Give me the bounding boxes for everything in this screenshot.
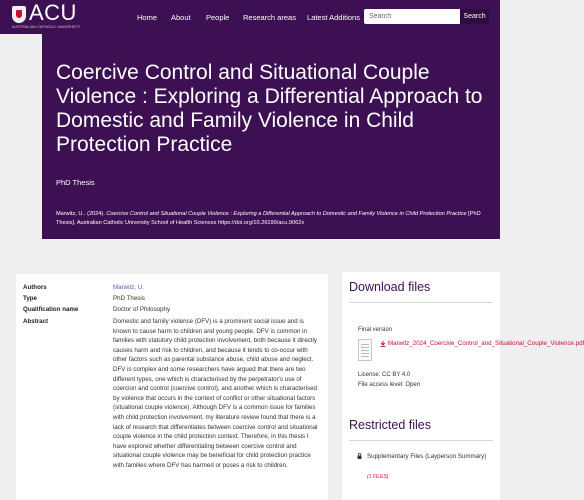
download-files-heading: Download files (349, 280, 431, 294)
nav-latest-additions[interactable]: Latest Additions (307, 12, 360, 22)
citation-authors: Marwitz, U.. (2024). (56, 211, 107, 217)
pdf-download-link[interactable]: Marwitz_2024_Coercive_Control_and_Situational_Couple_Violence.pdf (388, 340, 584, 347)
type-value: PhD Thesis (113, 295, 145, 302)
acu-shield-icon (12, 6, 26, 23)
citation-details: [PhD Thesis]. Australian Catholic University School of Health Sciences https://doi.org/10.26199/acu.9062x (56, 211, 481, 226)
license-text: License: CC BY 4.0 (358, 372, 411, 378)
authors-label: Authors (23, 284, 47, 291)
supplementary-files-link[interactable]: Supplementary Files (Layperson Summary) (367, 453, 487, 460)
abstract-label: Abstract (23, 318, 49, 325)
abstract-text: Domestic and family violence (DFV) is a prominent social issue and is known to cause harm to children and young people. DFV is common in families with statutory child protection involvement, both because it directly causes harm and risk to children, and because it tends to co-occur with other factors such as parental substance abuse, child abuse and neglect. DFV is complex and some researchers have argued that there are two different types, one which is characterised by the perpetrator's use of coercion and control (coercive control), and another which is characterised by violence that occurs in the context of conflict or other situational factors (situational couple violence). Although DFV is a common issue for families with child protection involvement, my literature review found that there is a lack of research that differentiates between coercive control and situational couple violence in the child protection context. Therefore, in this thesis I have explored whether differentiating between coercive control and situational couple violence may be beneficial for child protection practice with families where DFV has harmed or poses a risk to children. (113, 318, 318, 469)
metadata-panel (16, 274, 328, 500)
search-form (364, 9, 489, 24)
logo-text: ACU (29, 0, 77, 25)
nav-people[interactable]: People (206, 12, 230, 22)
restricted-file-count: (1 FILES) (367, 474, 389, 480)
qualification-label: Qualification name (23, 306, 79, 313)
logo-subtext: AUSTRALIAN CATHOLIC UNIVERSITY (12, 25, 81, 29)
search-input[interactable] (364, 9, 460, 24)
nav-home[interactable]: Home (137, 12, 158, 22)
page-title: Coercive Control and Situational Couple Violence : Exploring a Differential Approach to Domestic and Family Violence in Child Protection Practice (56, 61, 483, 156)
qualification-value: Doctor of Philosophy (113, 306, 171, 313)
nav-research-areas[interactable]: Research areas (243, 12, 296, 22)
restricted-files-heading: Restricted files (349, 418, 431, 432)
divider (349, 440, 493, 441)
final-version-label: Final version (358, 327, 393, 333)
type-label: Type (23, 295, 37, 302)
author-link[interactable]: Marwitz, U. (113, 284, 144, 291)
top-navigation-bar (0, 0, 500, 34)
files-sidebar (342, 272, 584, 500)
lock-icon (357, 453, 362, 459)
nav-about[interactable]: About (171, 12, 191, 22)
citation (56, 210, 496, 228)
divider (349, 302, 493, 303)
citation-title: Coercive Control and Situational Couple Violence : Exploring a Differential Approach to Domestic and Family Violence in Child Protection Practice (106, 211, 467, 217)
search-button[interactable]: Search (460, 9, 489, 24)
acu-logo[interactable] (8, 0, 81, 31)
access-level-text: File access level: Open (358, 382, 421, 388)
item-type: PhD Thesis (56, 178, 95, 187)
pdf-thumbnail[interactable] (358, 339, 372, 361)
